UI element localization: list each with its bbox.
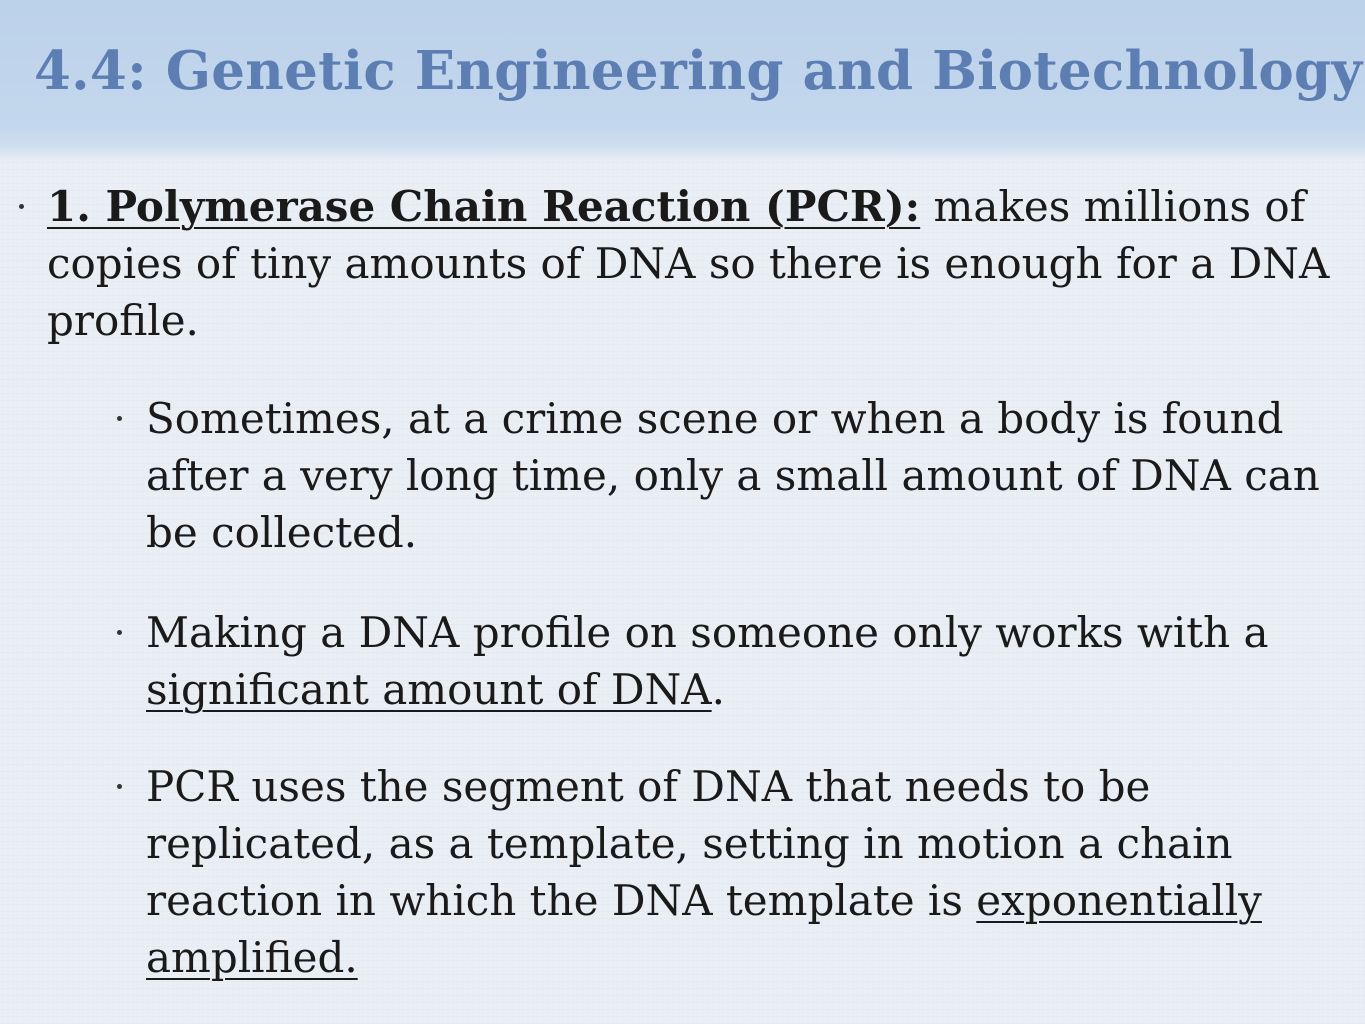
sub-bullet-pcr-template bbox=[146, 758, 1351, 986]
sub-bullet-crime-scene bbox=[146, 390, 1351, 561]
sub-bullet-underlined: exponentially amplified. bbox=[146, 876, 1262, 982]
sub-bullet-text-end: . bbox=[711, 665, 725, 714]
slide-title: 4.4: Genetic Engineering and Biotechnology bbox=[34, 40, 1363, 102]
bullet-dot-icon bbox=[117, 784, 122, 789]
bullet-dot-icon bbox=[117, 630, 122, 635]
sub-bullet-underlined: significant amount of DNA bbox=[146, 665, 712, 714]
bullet-dot-icon bbox=[117, 416, 122, 421]
pcr-heading: 1. Polymerase Chain Reaction (PCR): bbox=[47, 182, 921, 231]
bullet-dot-icon bbox=[19, 204, 24, 209]
bullet-pcr bbox=[47, 178, 1337, 349]
sub-bullet-text: PCR uses the segment of DNA that needs to be replicated, as a template, setting in motion a chain reaction in which the DNA template is bbox=[146, 762, 1233, 925]
sub-bullet-text: Making a DNA profile on someone only works with a bbox=[146, 608, 1269, 657]
pcr-description: makes millions of copies of tiny amounts of DNA so there is enough for a DNA profile. bbox=[47, 182, 1330, 345]
sub-bullet-text: Sometimes, at a crime scene or when a body is found after a very long time, only a small amount of DNA can be collected. bbox=[146, 394, 1320, 557]
sub-bullet-dna-profile bbox=[146, 604, 1351, 718]
